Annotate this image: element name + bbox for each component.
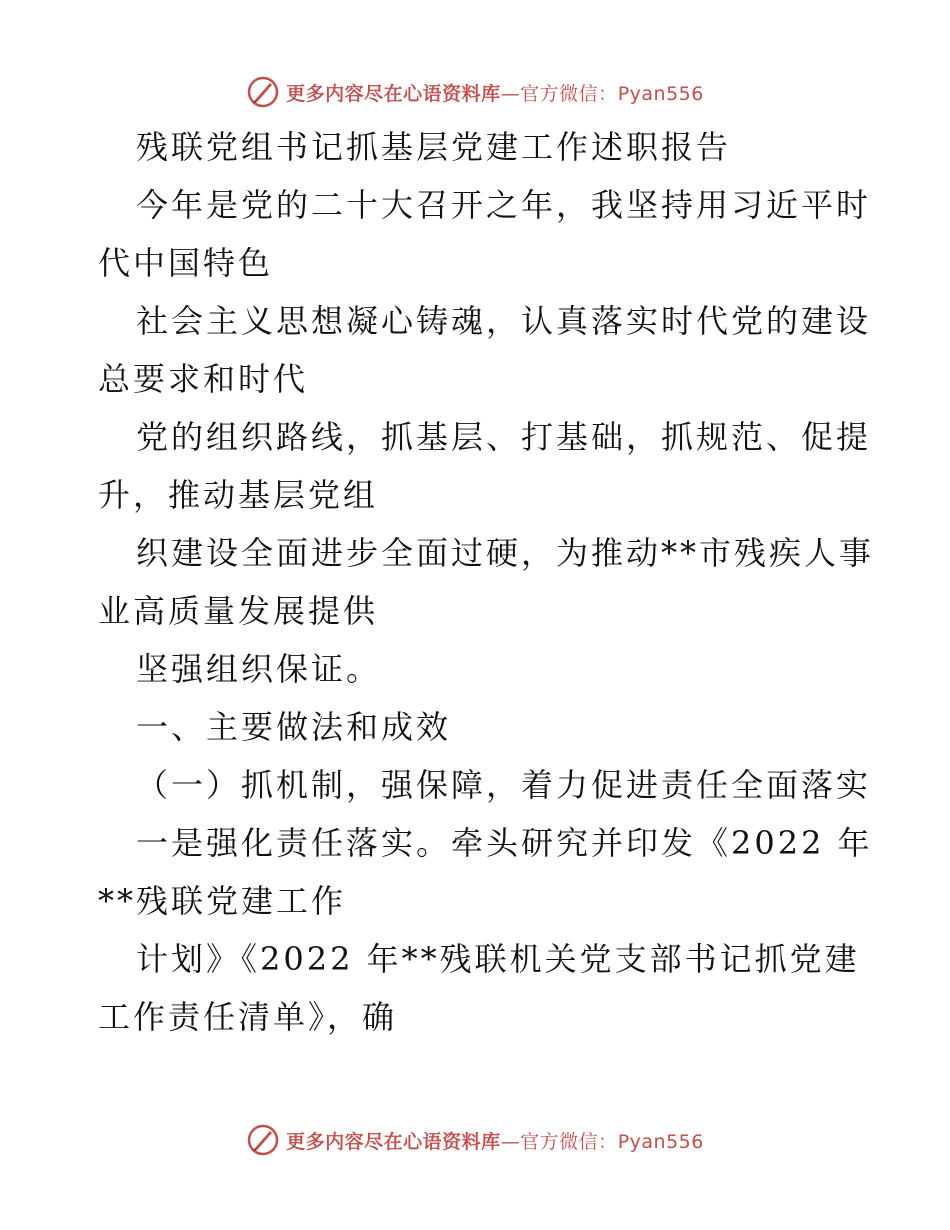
document-body bbox=[98, 118, 875, 1046]
text-line: 一是强化责任落实。牵头研究并印发《2022 年 bbox=[136, 824, 873, 862]
footer-banner-separator: —官方微信： bbox=[500, 1130, 618, 1153]
text-line: 总要求和时代 bbox=[98, 360, 309, 398]
text-line: **残联党建工作 bbox=[98, 882, 347, 920]
footer-banner-title: 更多内容尽在心语资料库 bbox=[286, 1130, 501, 1153]
text-line: 业高质量发展提供 bbox=[98, 592, 379, 630]
text-line: 织建设全面进步全面过硬，为推动**市残疾人事 bbox=[136, 534, 875, 572]
text-line: 社会主义思想凝心铸魂，认真落实时代党的建设 bbox=[136, 302, 872, 340]
footer-banner-wechat-id: Pyan556 bbox=[617, 1130, 704, 1153]
text-line: 党的组织路线，抓基层、打基础，抓规范、促提 bbox=[136, 418, 872, 456]
footer-banner-text bbox=[286, 1127, 704, 1154]
quill-logo-icon bbox=[246, 75, 280, 109]
quill-logo-icon bbox=[246, 1123, 280, 1157]
header-banner-wechat-id: Pyan556 bbox=[617, 82, 704, 105]
text-line: （一）抓机制，强保障，着力促进责任全面落实 bbox=[136, 766, 872, 804]
text-line: 代中国特色 bbox=[98, 244, 274, 282]
header-banner-separator: —官方微信： bbox=[500, 82, 618, 105]
footer-banner bbox=[0, 1120, 950, 1160]
text-line: 一、主要做法和成效 bbox=[136, 708, 452, 746]
text-line: 计划》《2022 年**残联机关党支部书记抓党建 bbox=[136, 940, 860, 978]
header-banner-title: 更多内容尽在心语资料库 bbox=[286, 82, 501, 105]
document-title: 残联党组书记抓基层党建工作述职报告 bbox=[136, 128, 732, 166]
text-line: 坚强组织保证。 bbox=[136, 650, 382, 688]
header-banner-text bbox=[286, 79, 704, 106]
header-banner bbox=[0, 72, 950, 112]
text-line: 升，推动基层党组 bbox=[98, 476, 379, 514]
text-line: 今年是党的二十大召开之年，我坚持用习近平时 bbox=[136, 186, 872, 224]
text-line: 工作责任清单》，确 bbox=[98, 998, 398, 1036]
